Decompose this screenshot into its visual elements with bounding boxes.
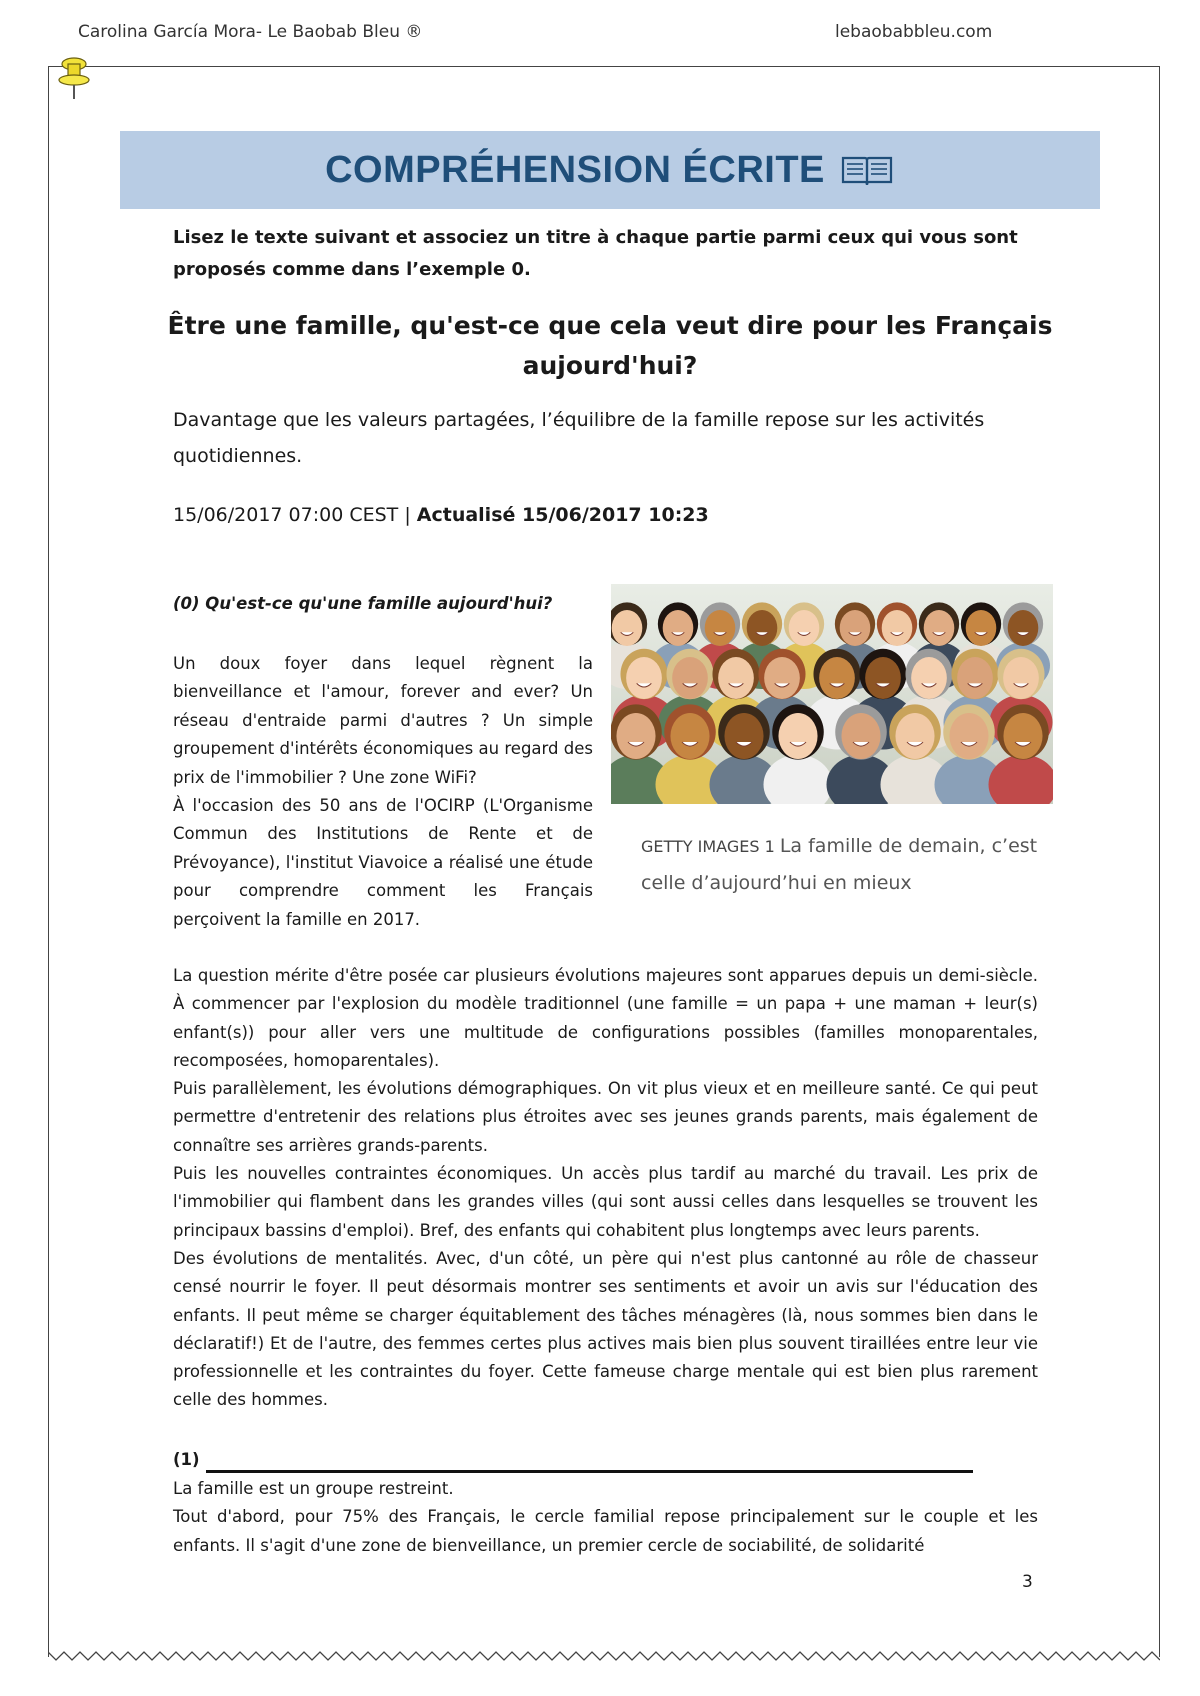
family-photo xyxy=(611,584,1053,804)
article-lead: Davantage que les valeurs partagées, l’équilibre de la famille repose sur les activités quotidiennes. xyxy=(173,409,985,467)
person-face xyxy=(1003,713,1042,759)
article-body xyxy=(173,962,1038,1415)
section-banner xyxy=(120,131,1100,209)
photo-caption xyxy=(641,828,1081,902)
person-face xyxy=(895,713,934,759)
question-1 xyxy=(173,1447,973,1473)
person-face xyxy=(1003,657,1039,699)
article-dateline xyxy=(173,500,1033,530)
person-face xyxy=(957,657,993,699)
person-face xyxy=(949,713,988,759)
caption-label: GETTY IMAGES 1 xyxy=(641,837,780,856)
paragraph: Un doux foyer dans lequel règnent la bienveillance et l'amour, forever and ever? Un réseau d'entraide parmi d'autres ? Un simple groupement d'intérêts économiques au regard des prix de l'immobilier ? Une zone WiFi? xyxy=(173,654,593,787)
section-0-text xyxy=(173,650,593,934)
section-1-text xyxy=(173,1475,1038,1560)
person-face xyxy=(840,610,871,646)
header-right: lebaobabbleu.com xyxy=(835,22,993,42)
person-face xyxy=(841,713,880,759)
person-face xyxy=(616,713,655,759)
paragraph: Tout d'abord, pour 75% des Français, le cercle familial repose principalement sur le couple et les enfants. Il s'agit d'une zone de bienveillance, un premier cercle de sociabilité, de solidarité xyxy=(173,1507,1038,1555)
instruction: Lisez le texte suivant et associez un titre à chaque partie parmi ceux qui vous sont proposés comme dans l’exemple 0. xyxy=(173,227,1018,280)
page-number: 3 xyxy=(1022,1572,1033,1592)
header-left: Carolina García Mora- Le Baobab Bleu ® xyxy=(78,22,423,42)
question-1-label: (1) xyxy=(173,1450,200,1469)
section-0-heading: (0) Qu'est-ce qu'une famille aujourd'hui? xyxy=(173,594,553,613)
person-face xyxy=(764,657,800,699)
person-face xyxy=(663,610,694,646)
person-face xyxy=(789,610,820,646)
caption-text: La famille de demain, c’est celle d’aujourd’hui en mieux xyxy=(641,835,1038,894)
person-face xyxy=(612,610,643,646)
paragraph: Puis parallèlement, les évolutions démographiques. On vit plus vieux et en meilleure santé. Ce qui peut permettre d'entretenir des relations plus étroites avec ses jeunes grands parents, mais également de connaître ses arrières grands-parents. xyxy=(173,1079,1038,1155)
paragraph: La question mérite d'être posée car plusieurs évolutions majeures sont apparues depuis un demi-siècle. À commencer par l'explosion du modèle traditionnel (une famille = un papa + une maman + leur(s) enfant(s)) pour aller vers une multitude de configurations possibles (familles monoparentales, recomposées, homoparentales). xyxy=(173,966,1038,1070)
question-1-answer-blank[interactable] xyxy=(206,1452,973,1473)
paragraph: Puis les nouvelles contraintes économiques. Un accès plus tardif au marché du travail. Les prix de l'immobilier qui flambent dans les grandes villes (qui sont aussi celles dans lesquelles se trouvent les principaux bassins d'emploi). Bref, des enfants qui cohabitent plus longtemps avec leurs parents. xyxy=(173,1164,1038,1240)
person-face xyxy=(924,610,955,646)
person-face xyxy=(718,657,754,699)
person-face xyxy=(778,713,817,759)
person-face xyxy=(911,657,947,699)
paragraph: La famille est un groupe restreint. xyxy=(173,1479,454,1498)
person-face xyxy=(966,610,997,646)
person-face xyxy=(819,657,855,699)
person-face xyxy=(626,657,662,699)
person-face xyxy=(672,657,708,699)
published-date: 15/06/2017 07:00 CEST | xyxy=(173,504,417,526)
open-book-icon xyxy=(839,152,895,188)
pushpin-icon xyxy=(56,56,92,100)
paragraph: À l'occasion des 50 ans de l'OCIRP (L'Organisme Commun des Institutions de Rente et de Prévoyance), l'institut Viavoice a réalisé une étude pour comprendre comment les Français perçoivent la famille en 2017. xyxy=(173,796,593,929)
person-face xyxy=(705,610,736,646)
zigzag-border xyxy=(48,1648,1160,1668)
person-face xyxy=(1008,610,1039,646)
person-face xyxy=(670,713,709,759)
person-face xyxy=(747,610,778,646)
article-title: Être une famille, qu'est-ce que cela veut dire pour les Français aujourd'hui? xyxy=(167,311,1053,380)
person-face xyxy=(865,657,901,699)
person-face xyxy=(882,610,913,646)
updated-date: Actualisé 15/06/2017 10:23 xyxy=(416,504,709,526)
banner-title: COMPRÉHENSION ÉCRITE xyxy=(325,148,825,191)
person-face xyxy=(724,713,763,759)
paragraph: Des évolutions de mentalités. Avec, d'un côté, un père qui n'est plus cantonné au rôle de chasseur censé nourrir le foyer. Il peut désormais montrer ses sentiments et avoir un avis sur l'éducation des enfants. Il peut même se charger équitablement des tâches ménagères (là, nous sommes bien dans le déclaratif!) Et de l'autre, des femmes certes plus actives mais bien plus souvent tiraillées entre leur vie professionnelle et les contraintes du foyer. Cette fameuse charge mentale qui est bien plus rarement celle des hommes. xyxy=(173,1248,1038,1410)
